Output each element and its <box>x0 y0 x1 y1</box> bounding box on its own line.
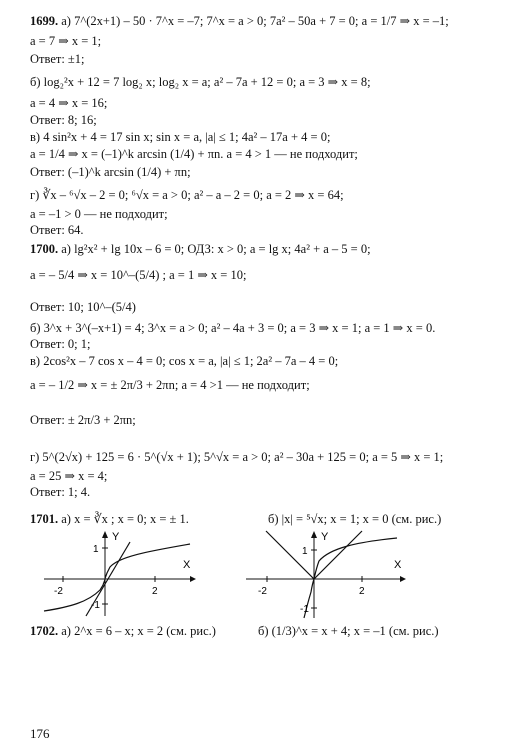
problem-text: a = – 1/2 ⇒ x = ± 2π/3 + 2πn; a = 4 >1 — не подходит; <box>30 378 310 392</box>
axis-label-x: X <box>394 559 402 571</box>
problem-text: г) ∛x – ⁶√x – 2 = 0; ⁶√x = a > 0; a² – a – 2 = 0; a = 2 ⇒ x = 64; <box>30 188 344 202</box>
tick-label: 2 <box>152 586 158 597</box>
tick-label: -1 <box>91 600 100 611</box>
problem-text: a = 4 ⇒ x = 16; <box>30 96 108 110</box>
problem-text: б) log₂²x + 12 = 7 log₂ x; log₂ x = a; a² – 7a + 12 = 0; a = 3 ⇒ x = 8; <box>30 75 371 89</box>
problem-number: 1700. <box>30 242 59 256</box>
answer-text: Ответ: 1; 4. <box>30 485 91 499</box>
tick-label: -1 <box>300 604 309 615</box>
axis-label-y: Y <box>112 531 120 543</box>
problem-text: а) 7^(2x+1) – 50 · 7^x = –7; 7^x = a > 0; 7a² – 50a + 7 = 0; a = 1/7 ⇒ x = –1; <box>61 14 449 28</box>
problem-text: б) |x| = ⁵√x; x = 1; x = 0 (см. рис.) <box>268 512 442 526</box>
axis-label-x: X <box>183 559 191 571</box>
problem-text: a = – 5/4 ⇒ x = 10^–(5/4) ; a = 1 ⇒ x = 10; <box>30 268 247 282</box>
problem-text: в) 4 sin²x + 4 = 17 sin x; sin x = a, |a| ≤ 1; 4a² – 17a + 4 = 0; <box>30 130 331 144</box>
answer-text: Ответ: 64. <box>30 223 84 237</box>
answer-text: Ответ: (–1)^k arcsin (1/4) + πn; <box>30 165 191 179</box>
problem-number: 1702. <box>30 624 59 638</box>
problem-text: a = 7 ⇒ x = 1; <box>30 34 102 48</box>
curve-fifth-root <box>304 538 397 618</box>
problem-text: a = 25 ⇒ x = 4; <box>30 469 108 483</box>
graph-left <box>40 528 200 618</box>
tick-label: 2 <box>359 586 365 597</box>
curve-cube-root <box>44 544 190 611</box>
answer-text: Ответ: ±1; <box>30 52 85 66</box>
answer-text: Ответ: 8; 16; <box>30 113 97 127</box>
answer-text: Ответ: ± 2π/3 + 2πn; <box>30 413 136 427</box>
graph-right <box>242 528 412 620</box>
tick-label: 1 <box>93 544 99 555</box>
problem-text: a = –1 > 0 — не подходит; <box>30 207 168 221</box>
problem-text: б) 3^x + 3^(–x+1) = 4; 3^x = a > 0; a² – 4a + 3 = 0; a = 3 ⇒ x = 1; a = 1 ⇒ x = 0. <box>30 321 436 335</box>
problem-text: а) 2^x = 6 – x; x = 2 (см. рис.) <box>61 624 216 638</box>
answer-text: Ответ: 10; 10^–(5/4) <box>30 300 136 314</box>
tick-label: -2 <box>258 586 267 597</box>
problem-1699-a <box>30 14 449 29</box>
axis-label-y: Y <box>321 531 329 543</box>
tick-label: 1 <box>302 546 308 557</box>
problem-text: в) 2cos²x – 7 cos x – 4 = 0; cos x = a, |a| ≤ 1; 2a² – 7a – 4 = 0; <box>30 354 339 368</box>
problem-number: 1701. <box>30 512 59 526</box>
problem-1700-a <box>30 242 371 257</box>
problem-1702-a <box>30 624 216 639</box>
problem-text: a = 1/4 ⇒ x = (–1)^k arcsin (1/4) + πn. a = 4 > 1 — не подходит; <box>30 147 358 161</box>
problem-1701-a <box>30 512 189 527</box>
problem-text: б) (1/3)^x = x + 4; x = –1 (см. рис.) <box>258 624 439 638</box>
tick-label: -2 <box>54 586 63 597</box>
problem-text: а) x = ∛x ; x = 0; x = ± 1. <box>61 512 189 526</box>
problem-number: 1699. <box>30 14 59 28</box>
page-number: 176 <box>30 726 50 741</box>
problem-text: г) 5^(2√x) + 125 = 6 · 5^(√x + 1); 5^√x = a > 0; a² – 30a + 125 = 0; a = 5 ⇒ x = 1; <box>30 450 444 464</box>
problem-text: а) lg²x² + lg 10x – 6 = 0; ОДЗ: x > 0; a = lg x; 4a² + a – 5 = 0; <box>61 242 371 256</box>
answer-text: Ответ: 0; 1; <box>30 337 91 351</box>
